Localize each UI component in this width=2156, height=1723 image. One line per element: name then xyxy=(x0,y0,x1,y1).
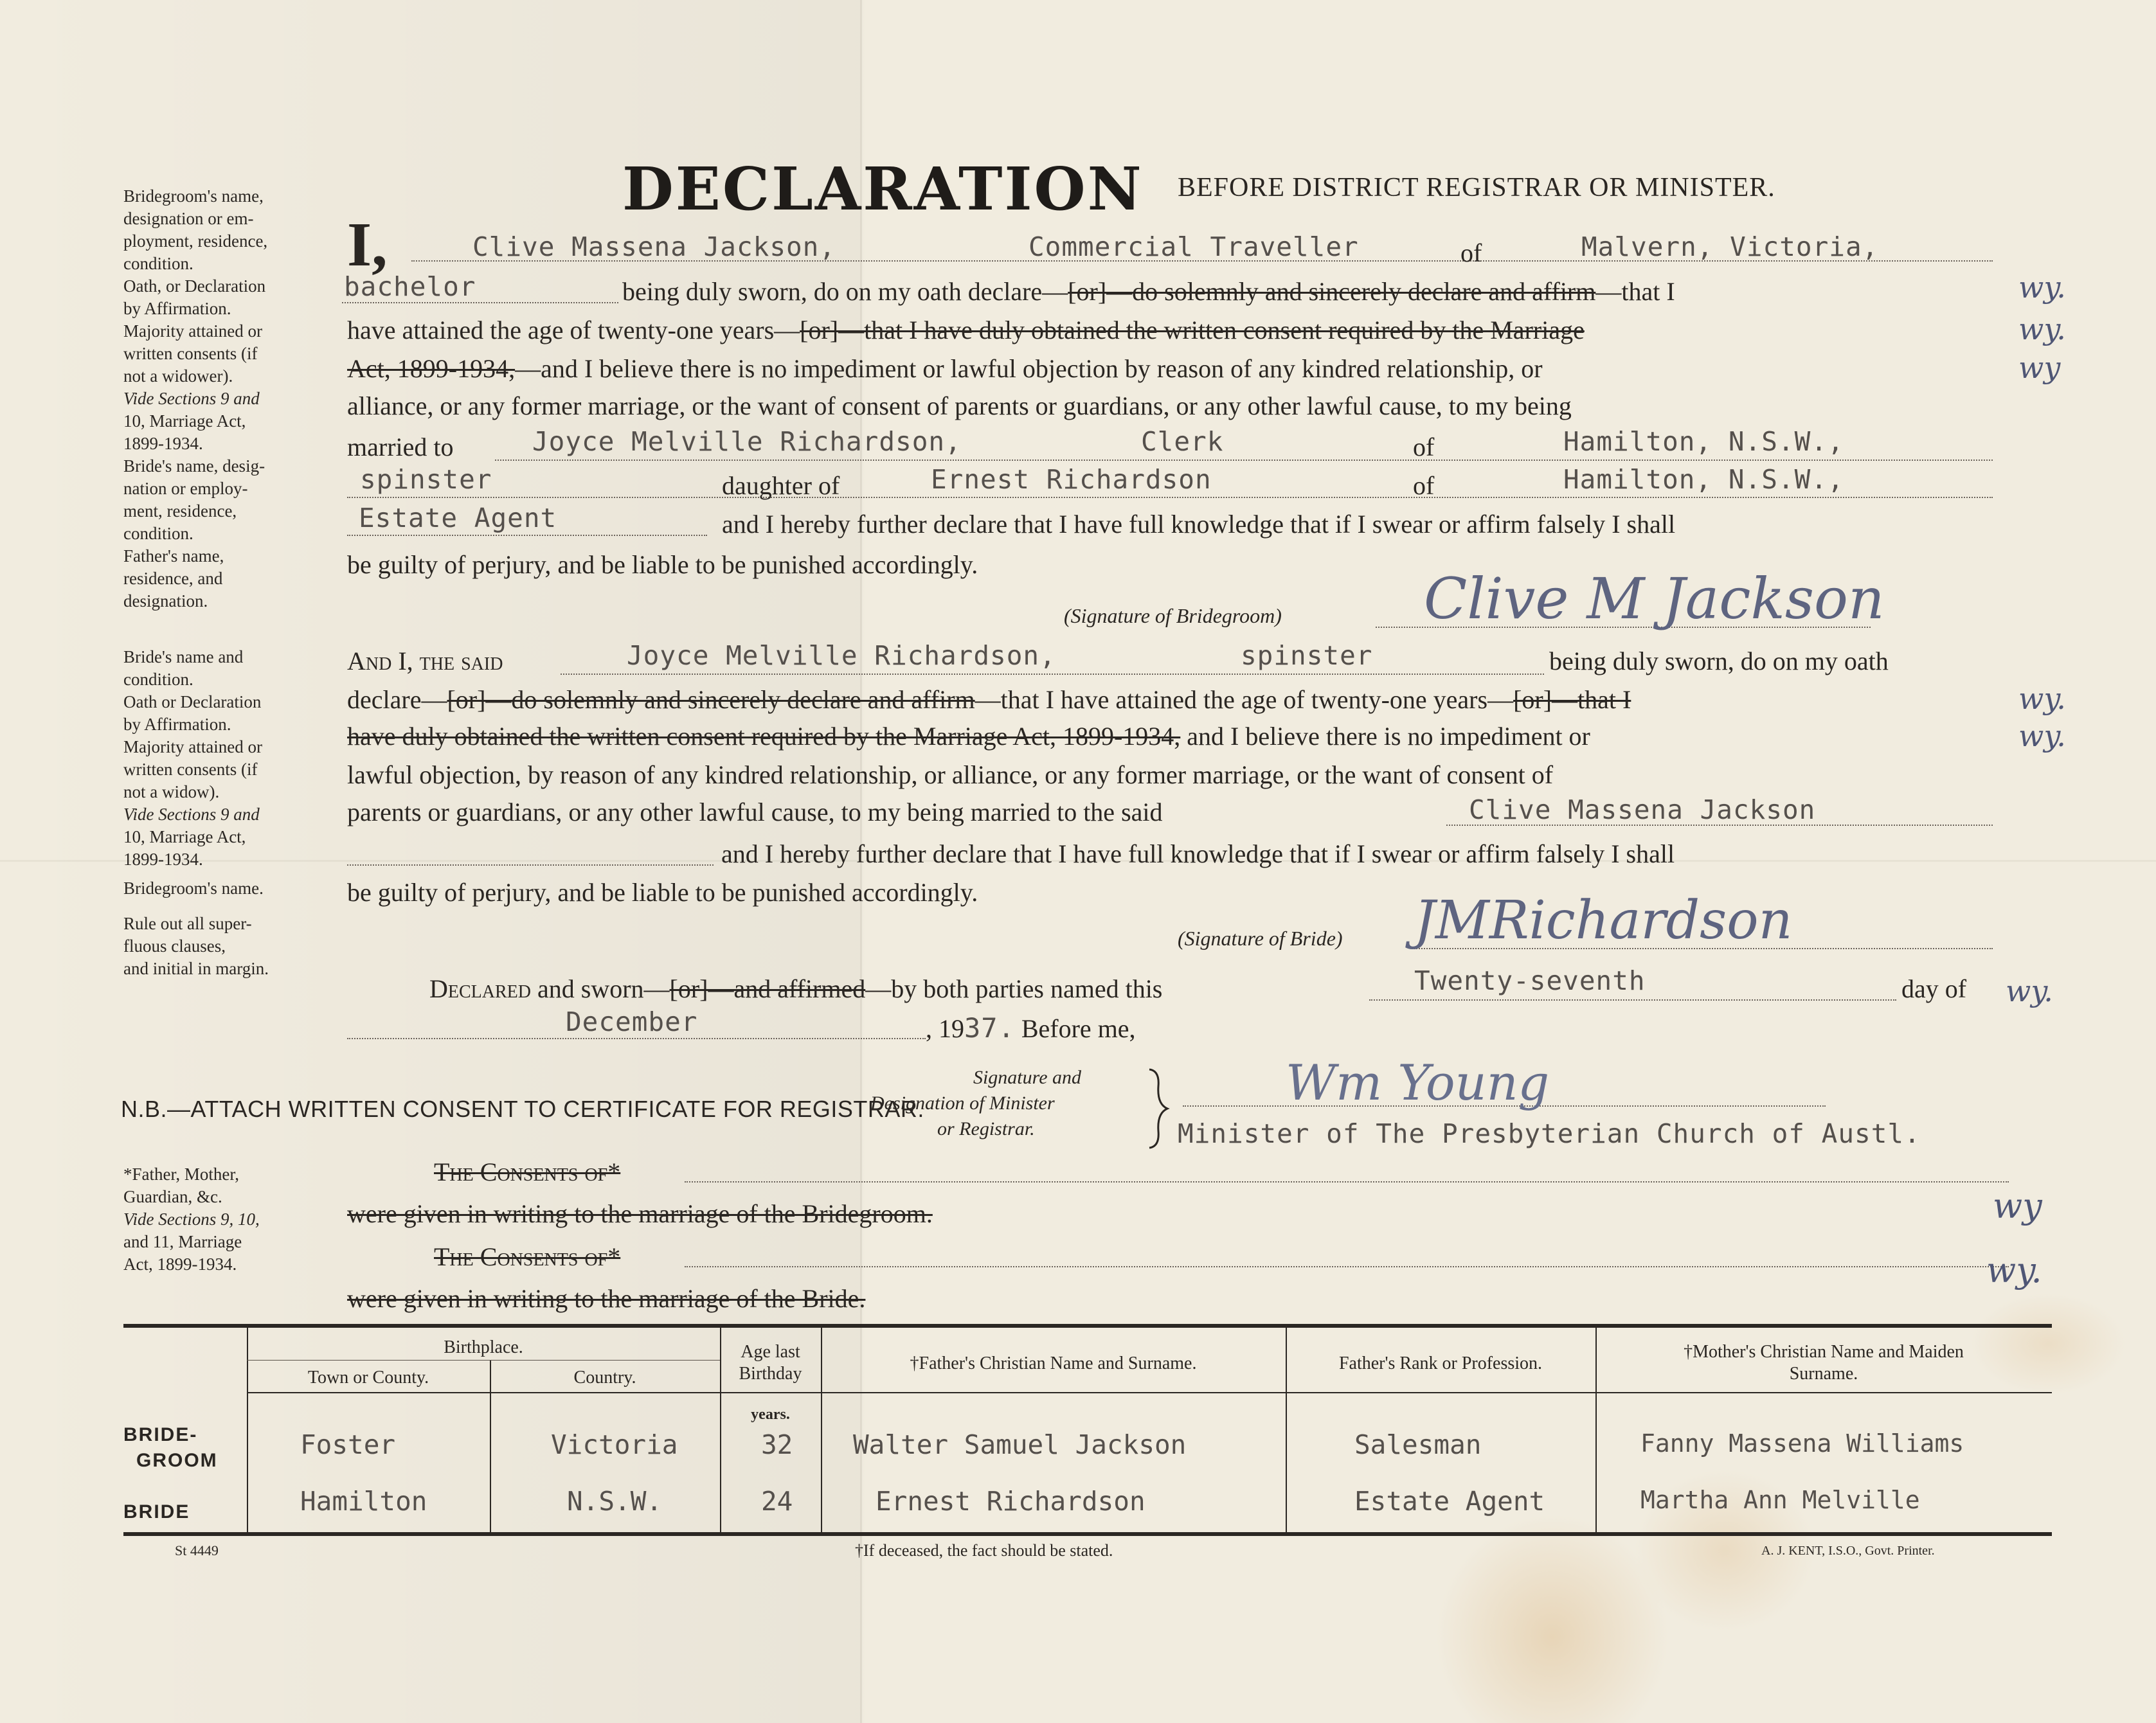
declaration-text: have duly obtained the written consent required by the Marriage Act, 1899-1934, and I believe there is no impediment or xyxy=(347,722,1590,751)
years-label: years. xyxy=(751,1406,790,1423)
margin-line: Bridegroom's name. xyxy=(123,879,264,898)
margin-line: Vide Sections 9, 10, xyxy=(123,1210,260,1229)
bride-signature-label: (Signature of Bride) xyxy=(1178,927,1343,950)
table-cell: Martha Ann Melville xyxy=(1640,1486,1920,1514)
fill-line xyxy=(561,674,1544,675)
fill-line xyxy=(347,1038,926,1039)
particulars-table xyxy=(123,1324,2052,1536)
margin-line: nation or employ- xyxy=(123,479,248,498)
margin-line: Oath or Declaration xyxy=(123,692,262,711)
table-cell: N.S.W. xyxy=(567,1486,663,1517)
printer-imprint: A. J. KENT, I.S.O., Govt. Printer. xyxy=(1761,1544,1935,1558)
of-label: of xyxy=(1413,433,1435,461)
fill-line xyxy=(495,460,1993,461)
initials-mark: wy. xyxy=(1986,1250,2042,1290)
bride-occupation-value: Clerk xyxy=(1141,426,1224,457)
consent-head-groom: The Consents of* xyxy=(434,1157,621,1186)
bride-name-value: Joyce Melville Richardson, xyxy=(532,426,962,457)
margin-line: Bride's name and xyxy=(123,647,244,666)
table-cell: Ernest Richardson xyxy=(876,1486,1145,1517)
margin-line: residence, and xyxy=(123,569,223,588)
declared-text: Declared and sworn—[or]—and affirmed—by both parties named this xyxy=(429,974,1163,1003)
groom-condition-value: bachelor xyxy=(344,271,476,302)
header-father-name: †Father's Christian Name and Surname. xyxy=(910,1353,1197,1373)
minister-signature: Wm Young xyxy=(1286,1054,1550,1111)
declaration-text: being duly sworn, do on my oath xyxy=(1549,647,1889,675)
initials-mark: wy xyxy=(1993,1186,2042,1226)
bride-residence-value: Hamilton, N.S.W., xyxy=(1563,426,1844,457)
initials-mark: wy. xyxy=(2018,270,2066,305)
bride-name-value: Joyce Melville Richardson, xyxy=(627,640,1056,671)
margin-line: Rule out all super- xyxy=(123,914,252,933)
header-town: Town or County. xyxy=(307,1368,429,1388)
consent-line-bride: were given in writing to the marriage of the Bride. xyxy=(347,1284,866,1313)
margin-line: Vide Sections 9 and xyxy=(123,805,260,824)
declaration-text: and I hereby further declare that I have full knowledge that if I swear or affirm falsely I shall xyxy=(721,839,1675,868)
header-mother: Surname. xyxy=(1789,1364,1858,1384)
header-mother: †Mother's Christian Name and Maiden xyxy=(1684,1342,1964,1362)
margin-line: and 11, Marriage xyxy=(123,1232,242,1251)
initials-mark: wy. xyxy=(2018,719,2066,753)
declaration-text: be guilty of perjury, and be liable to be punished accordingly. xyxy=(347,550,978,579)
margin-line: designation or em- xyxy=(123,209,254,228)
header-birthplace: Birthplace. xyxy=(444,1337,523,1357)
margin-note-rule xyxy=(123,913,336,980)
header-age: Age last xyxy=(741,1342,800,1362)
day-of-label: day of xyxy=(1901,974,1967,1003)
declaration-text: have attained the age of twenty-one years—[or]—that I have duly obtained the written consent required by the Marriage xyxy=(347,316,1585,344)
margin-line: Vide Sections 9 and xyxy=(123,389,260,408)
initials-mark: wy. xyxy=(2006,974,2053,1008)
margin-note-groom xyxy=(123,185,336,612)
margin-line: Oath, or Declaration xyxy=(123,276,266,296)
fill-line xyxy=(685,1181,2009,1183)
margin-line: designation. xyxy=(123,591,208,611)
margin-line: *Father, Mother, xyxy=(123,1165,240,1184)
declaration-text: lawful objection, by reason of any kindred relationship, or alliance, or any former marriage, or the want of consent of xyxy=(347,760,1554,789)
header-country: Country. xyxy=(573,1368,636,1388)
margin-line: 10, Marriage Act, xyxy=(123,827,246,846)
father-residence-value: Hamilton, N.S.W., xyxy=(1563,464,1844,495)
month-value: December xyxy=(566,1006,698,1037)
margin-line: condition. xyxy=(123,524,193,543)
father-name-value: Ernest Richardson xyxy=(931,464,1212,495)
minister-label: Signature and xyxy=(973,1067,1082,1088)
fill-line xyxy=(347,864,714,866)
declaration-I: I, xyxy=(347,210,388,280)
table-cell: Fanny Massena Williams xyxy=(1640,1429,1964,1458)
fill-line xyxy=(342,302,618,303)
bride-condition-value: spinster xyxy=(1241,640,1373,671)
margin-line: fluous clauses, xyxy=(123,936,226,956)
fill-line xyxy=(347,497,1993,498)
margin-line: Bride's name, desig- xyxy=(123,456,265,476)
margin-line: ment, residence, xyxy=(123,501,237,521)
table-divider xyxy=(247,1328,248,1532)
table-cell: Estate Agent xyxy=(1354,1486,1545,1517)
married-to-label: married to xyxy=(347,433,454,461)
groom-signature-label: (Signature of Bridegroom) xyxy=(1064,604,1282,627)
form-number: St 4449 xyxy=(175,1542,219,1558)
declaration-text: and I hereby further declare that I have full knowledge that if I swear or affirm falsely I shall xyxy=(722,510,1676,539)
page-subtitle: BEFORE DISTRICT REGISTRAR OR MINISTER. xyxy=(1178,173,1775,202)
daughter-of-label: daughter of xyxy=(722,471,840,500)
table-cell: 32 xyxy=(761,1429,793,1460)
bride-condition-value: spinster xyxy=(360,464,492,495)
minister-label: Designation of Minister xyxy=(870,1093,1055,1114)
page-title: DECLARATION xyxy=(622,154,1144,224)
table-cell: Walter Samuel Jackson xyxy=(853,1429,1187,1460)
margin-line: condition. xyxy=(123,670,193,689)
initials-mark: wy. xyxy=(2018,681,2066,716)
bride-signature: JMRichardson xyxy=(1414,890,1793,951)
declaration-text: Act, 1899-1934,—and I believe there is no impediment or lawful objection by reason of any kindred relationship, or xyxy=(347,354,1543,383)
margin-line: Guardian, &c. xyxy=(123,1187,222,1206)
table-cell: Salesman xyxy=(1354,1429,1482,1460)
declaration-text: And I, the said xyxy=(347,647,503,675)
margin-line: ployment, residence, xyxy=(123,231,268,251)
groom-name-value: Clive Massena Jackson xyxy=(1469,794,1816,825)
groom-signature: Clive M Jackson xyxy=(1424,566,1885,632)
margin-line: Act, 1899-1934. xyxy=(123,1254,237,1274)
footer-note: †If deceased, the fact should be stated. xyxy=(855,1541,1113,1560)
margin-line: Father's name, xyxy=(123,546,224,566)
table-cell: 24 xyxy=(761,1486,793,1517)
margin-line: Bridegroom's name, xyxy=(123,186,264,206)
declaration-text: parents or guardians, or any other lawful cause, to my being married to the said xyxy=(347,798,1163,826)
groom-name-value: Clive Massena Jackson, xyxy=(472,231,836,262)
header-father-rank: Father's Rank or Profession. xyxy=(1338,1353,1543,1373)
margin-line: Majority attained or xyxy=(123,321,262,341)
declaration-text: declare—[or]—do solemnly and sincerely declare and affirm—that I have attained the age of twenty-one years—[or]—that I xyxy=(347,685,1631,714)
margin-line: 1899-1934. xyxy=(123,434,203,453)
margin-line: written consents (if xyxy=(123,344,258,363)
year-value: 37. xyxy=(964,1012,1015,1044)
margin-line: 1899-1934. xyxy=(123,850,203,869)
initials-mark: wy xyxy=(2018,350,2061,385)
margin-note-bride xyxy=(123,646,336,900)
father-designation-value: Estate Agent xyxy=(359,503,557,533)
table-cell: Victoria xyxy=(551,1429,678,1460)
consent-line-groom: were given in writing to the marriage of the Bridegroom. xyxy=(347,1199,933,1228)
day-value: Twenty-seventh xyxy=(1414,965,1646,996)
margin-line: not a widower). xyxy=(123,366,233,386)
row-label-groom: GROOM xyxy=(136,1450,218,1471)
table-cell: Foster xyxy=(300,1429,396,1460)
margin-line: not a widow). xyxy=(123,782,220,801)
margin-line: and initial in margin. xyxy=(123,959,269,978)
margin-line: Majority attained or xyxy=(123,737,262,756)
table-divider xyxy=(247,1392,2052,1393)
of-label: of xyxy=(1460,238,1482,267)
brace-icon xyxy=(1144,1067,1170,1150)
fill-line xyxy=(347,535,707,536)
margin-line: condition. xyxy=(123,254,193,273)
groom-residence-value: Malvern, Victoria, xyxy=(1581,231,1879,262)
margin-note-consent xyxy=(123,1163,336,1276)
minister-label: or Registrar. xyxy=(937,1118,1035,1139)
initials-mark: wy. xyxy=(2018,312,2066,346)
declaration-text: be guilty of perjury, and be liable to be punished accordingly. xyxy=(347,878,978,907)
fill-line xyxy=(685,1266,2009,1267)
header-age: Birthday xyxy=(739,1364,802,1384)
table-divider xyxy=(247,1360,720,1361)
fill-line xyxy=(1369,999,1896,1001)
of-label: of xyxy=(1413,471,1435,500)
margin-line: by Affirmation. xyxy=(123,299,231,318)
margin-line: 10, Marriage Act, xyxy=(123,411,246,431)
margin-line: by Affirmation. xyxy=(123,715,231,734)
table-cell: Hamilton xyxy=(300,1486,427,1517)
groom-occupation-value: Commercial Traveller xyxy=(1029,231,1359,262)
year-text: , 1937. Before me, xyxy=(926,1012,1136,1044)
minister-designation: Minister of The Presbyterian Church of Austl. xyxy=(1178,1118,1921,1149)
nb-note: N.B.—ATTACH WRITTEN CONSENT TO CERTIFICATE FOR REGISTRAR. xyxy=(121,1096,924,1122)
row-label-bride: BRIDE xyxy=(123,1501,190,1522)
declaration-text: being duly sworn, do on my oath declare—[or]—do solemnly and sincerely declare and affirm—that I xyxy=(622,277,1675,306)
consent-head-bride: The Consents of* xyxy=(434,1242,621,1271)
row-label-groom: BRIDE- xyxy=(123,1424,198,1445)
declaration-text: alliance, or any former marriage, or the want of consent of parents or guardians, or any other lawful cause, to my being xyxy=(347,391,1572,420)
margin-line: written consents (if xyxy=(123,760,258,779)
